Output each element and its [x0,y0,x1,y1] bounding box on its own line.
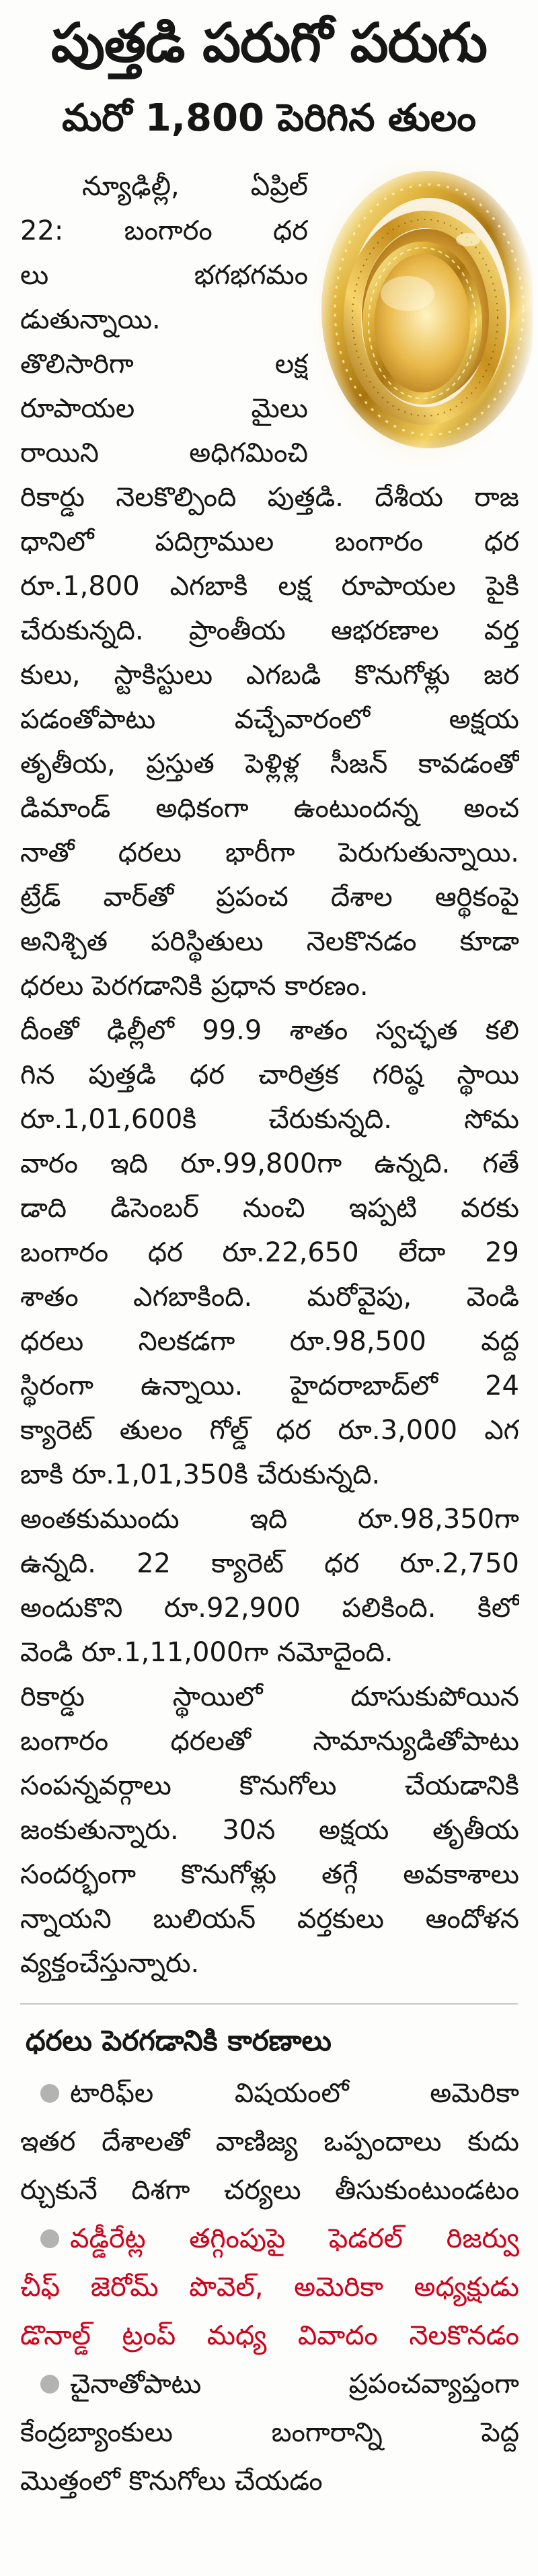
bullet-dot-icon [40,2084,59,2103]
body-line: తృతీయ, ప్రస్తుత పెళ్లిళ్ల సీజన్ కావడంతో [20,749,519,779]
cause-item-line: మొత్తంలో కొనుగోలు చేయడం [20,2466,323,2497]
cause-item-line: ర్చుకునే దిశగా చర్యలు తీసుకుంటుండటం [20,2175,519,2206]
cause-item-line: కేంద్రబ్యాంకులు బంగారాన్ని పెద్ద [20,2417,519,2448]
cause-item-line [20,2215,519,2263]
body-line: అందుకొని రూ.92,900 పలికింది. కిలో [20,1593,519,1624]
article-body [20,164,519,1986]
article-subheadline: మరో 1,800 పెరిగిన తులం [62,96,476,140]
body-line: సందర్భంగా కొనుగోళ్లు తగ్గే అవకాశాలు [20,1859,519,1890]
causes-heading: ధరలు పెరగడానికి కారణాలు [26,2024,332,2057]
body-line: డాది డిసెంబర్ నుంచి ఇప్పటి వరకు [20,1193,519,1224]
body-line: 22: బంగారం ధర [20,215,308,246]
body-line: తొలిసారిగా లక్ష [20,349,308,380]
body-line: రూ.1,800 ఎగబాకి లక్ష రూపాయల పైకి [20,571,519,602]
body-line: చేరుకున్నది. ప్రాంతీయ ఆభరణాల వర్త [20,615,519,646]
body-line: న్నాయని బులియన్ వర్తకులు ఆందోళన [20,1904,519,1935]
body-line: వ్యక్తంచేస్తున్నారు. [20,1948,200,1979]
body-line: వారం ఇది రూ.99,800గా ఉన్నది. గతే [20,1148,519,1179]
body-line: జంకుతున్నారు. 30న అక్షయ తృతీయ [20,1815,519,1846]
body-line: శాతం ఎగబాకింది. మరోవైపు, వెండి [20,1282,519,1313]
body-line: సంపన్నవర్గాలు కొనుగోలు చేయడానికి [20,1770,519,1801]
article-headline: పుత్తడి పరుగో పరుగు [51,11,487,74]
body-line: రూపాయల మైలు [20,393,308,424]
body-line: కులు, స్టాకిస్టులు ఎగబడి కొనుగోళ్లు జర [20,660,519,691]
body-line: వెండి రూ.1,11,000గా నమోదైంది. [20,1637,393,1668]
body-line: బంగారం ధర రూ.22,650 లేదా 29 [20,1237,519,1268]
bullet-dot-icon [40,2375,59,2394]
body-line: స్థిరంగా ఉన్నాయి. హైదరాబాద్‌లో 24 [20,1370,519,1401]
body-line: పడంతోపాటు వచ్చేవారంలో అక్షయ [20,704,519,735]
body-line: లు భగభగమం [20,260,308,291]
body-line: ఉన్నది. 22 క్యారెట్ ధర రూ.2,750 [20,1548,519,1579]
cause-item-line: ఇతర దేశాలతో వాణిజ్య ఒప్పందాలు కుదు [20,2126,519,2157]
body-line: దీంతో ఢిల్లీలో 99.9 శాతం స్వచ్ఛత కలి [20,1015,519,1046]
body-line: డిమాండ్ అధికంగా ఉంటుందన్న అంచ [20,793,519,824]
cause-item-text: చైనాతోపాటు ప్రపంచవ్యాప్తంగా [70,2369,519,2400]
cause-item-text: వడ్డీరేట్ల తగ్గింపుపై ఫెడరల్ రిజర్వు [70,2223,519,2254]
section-divider [20,2003,518,2005]
bullet-dot-icon [40,2229,59,2248]
body-line: బంగారం ధరలతో సామాన్యుడితోపాటు [20,1726,519,1757]
body-line: ధరలు పెరగడానికి ప్రధాన కారణం. [20,971,369,1002]
causes-section [20,2013,519,2505]
cause-item-line: డొనాల్డ్ ట్రంప్ మధ్య వివాదం నెలకొనడం [20,2320,519,2351]
dateline: న్యూఢిల్లీ, ఏప్రిల్ [82,171,308,202]
body-line: గిన పుత్తడి ధర చారిత్రక గరిష్ఠ స్థాయి [20,1059,519,1090]
body-line: రికార్డు స్థాయిలో దూసుకుపోయిన [20,1681,519,1712]
body-line: క్యారెట్ తులం గోల్డ్ ధర రూ.3,000 ఎగ [20,1415,519,1446]
body-line: అంతకుముందు ఇది రూ.98,350గా [20,1504,519,1535]
cause-item-text: టారిఫ్‌ల విషయంలో అమెరికా [70,2078,519,2109]
body-line: రూ.1,01,600కి చేరుకున్నది. సోమ [20,1104,519,1135]
body-line: రికార్డు నెలకొల్పింది పుత్తడి. దేశీయ రాజ [20,482,519,513]
body-line: ట్రేడ్ వార్‌తో ప్రపంచ దేశాల ఆర్థికంపై [20,882,519,913]
cause-item-line [20,2360,519,2408]
body-line: ధరలు నిలకడగా రూ.98,500 వద్ద [20,1326,519,1357]
body-line: డుతున్నాయి. [20,304,161,335]
cause-item-line [20,2069,519,2118]
body-line: బాకి రూ.1,01,350కి చేరుకున్నది. [20,1459,381,1490]
body-line: నాతో ధరలు భారీగా పెరుగుతున్నాయి. [20,837,519,868]
body-line: ధానిలో పదిగ్రాముల బంగారం ధర [20,526,519,557]
body-line: అనిశ్చిత పరిస్థితులు నెలకొనడం కూడా [20,926,519,957]
cause-item-line: చీఫ్ జెరోమ్ పొవెల్, అమెరికా అధ్యక్షుడు [20,2272,519,2303]
body-line: రాయిని అధిగమించి [20,438,308,468]
